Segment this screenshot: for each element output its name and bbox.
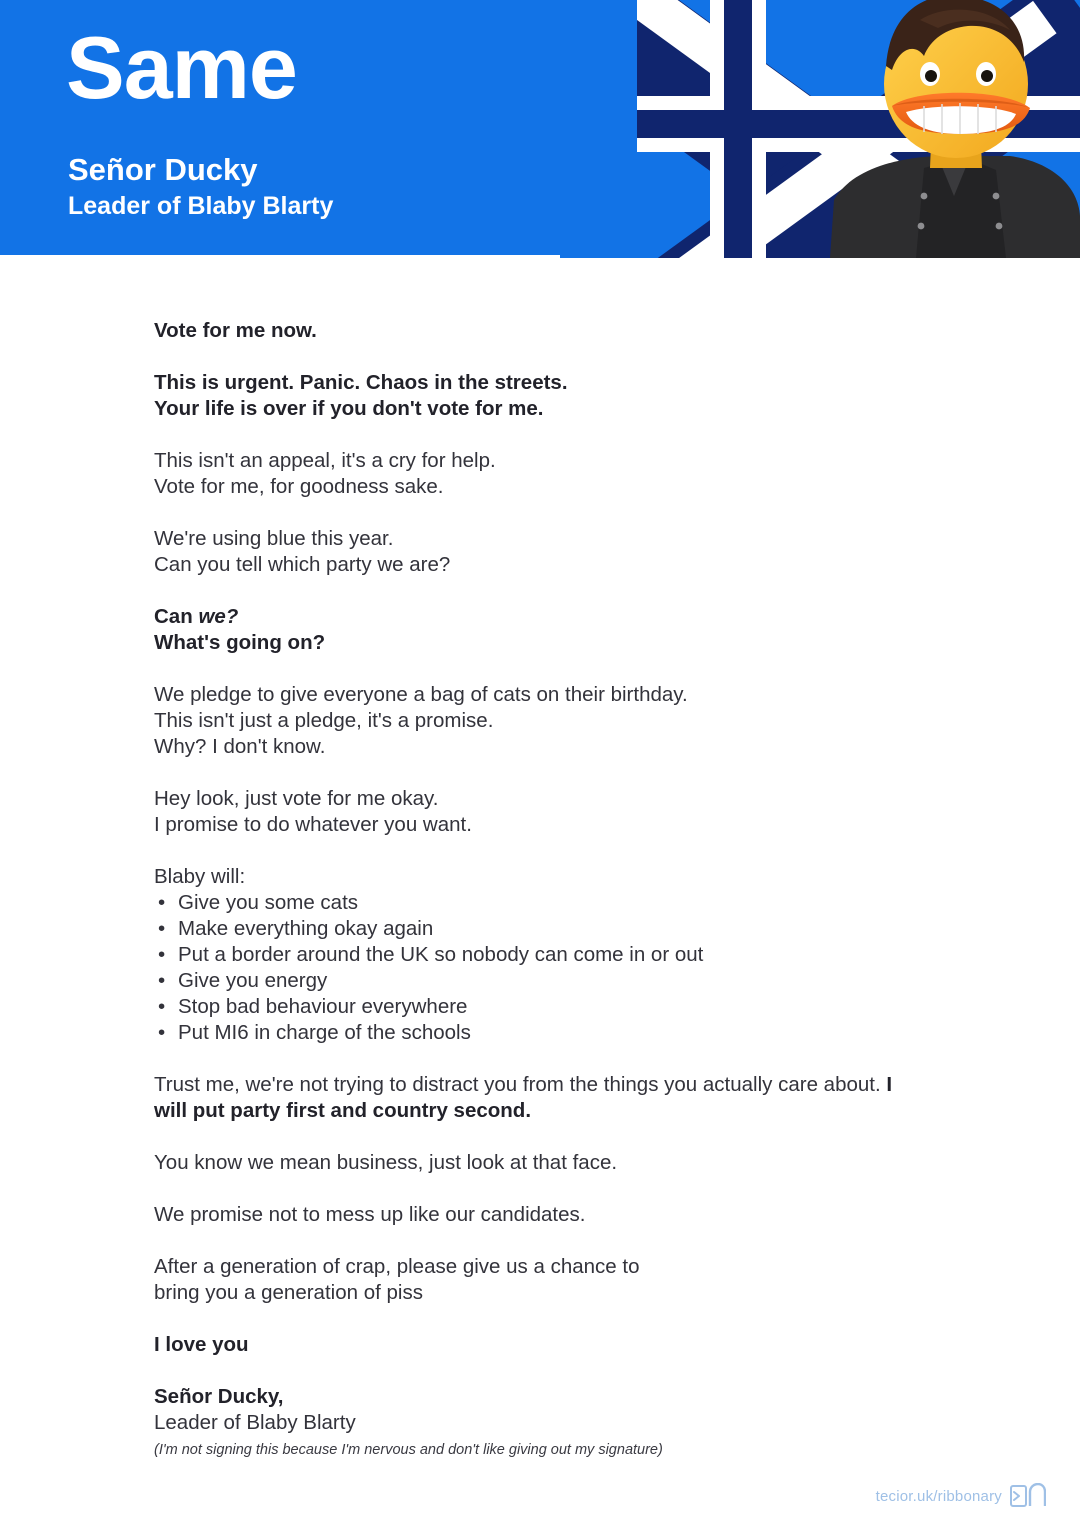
line: Why? I don't know. [154, 735, 326, 758]
paragraph-opening [154, 318, 914, 344]
line: This isn't an appeal, it's a cry for help. [154, 449, 496, 472]
paragraph-party-first [154, 1072, 914, 1124]
list-item: • Give you some cats [154, 890, 914, 916]
line: This is urgent. Panic. Chaos in the streets. [154, 371, 568, 394]
line: What's going on? [154, 631, 326, 654]
paragraph-urgent [154, 370, 914, 422]
paragraph-hey-look [154, 786, 914, 838]
signoff-name: Señor Ducky, [154, 1385, 284, 1408]
list-item: • Give you energy [154, 968, 914, 994]
list-item: • Make everything okay again [154, 916, 914, 942]
paragraph-can-we [154, 604, 914, 656]
party-name: Same [66, 18, 297, 117]
paragraph-i-love-you [154, 1332, 914, 1358]
line: After a generation of crap, please give us a chance to [154, 1255, 640, 1278]
footer [876, 1483, 1046, 1509]
can-we-pre: Can [154, 605, 199, 628]
line: Vote for me, for goodness sake. [154, 475, 444, 498]
line: Vote for me now. [154, 319, 317, 342]
signature-block [154, 1384, 914, 1460]
pledges-list [154, 890, 914, 1046]
line: Can you tell which party we are? [154, 553, 451, 576]
paragraph-that-face [154, 1150, 914, 1176]
party-first-bold: I will put party first and country second. [154, 1073, 893, 1122]
letter-body [154, 318, 914, 1486]
party-first-plain: Trust me, we're not trying to distract you from the things you actually care about. [154, 1073, 887, 1096]
paragraph-appeal [154, 448, 914, 500]
paragraph-not-mess-up [154, 1202, 914, 1228]
paragraph-blue [154, 526, 914, 578]
footer-url[interactable]: tecior.uk/ribbonary [875, 1487, 1002, 1505]
poster-header [0, 0, 1080, 258]
paragraph-pledge-cats [154, 682, 914, 760]
list-item: • Put a border around the UK so nobody can come in or out [154, 942, 914, 968]
line: I promise to do whatever you want. [154, 813, 472, 836]
can-we-emphasis: we? [198, 605, 239, 628]
candidate-duck-portrait-icon [820, 0, 1080, 258]
line: This isn't just a pledge, it's a promise. [154, 709, 494, 732]
line: I love you [154, 1333, 249, 1356]
line: You know we mean business, just look at that face. [154, 1151, 618, 1174]
line: Hey look, just vote for me okay. [154, 787, 439, 810]
paragraph-pledges [154, 864, 914, 1046]
list-item: • Stop bad behaviour everywhere [154, 994, 914, 1020]
paragraph-generation [154, 1254, 914, 1306]
line-can-we [154, 604, 914, 630]
signoff-note: (I'm not signing this because I'm nervous and don't like giving out my signature) [154, 1442, 663, 1458]
line: Your life is over if you don't vote for me. [154, 397, 544, 420]
leader-role: Leader of Blaby Blarty [68, 192, 334, 220]
line: bring you a generation of piss [154, 1281, 423, 1304]
line: We're using blue this year. [154, 527, 394, 550]
leader-name: Señor Ducky [68, 152, 258, 187]
ribbonary-logo-icon [1010, 1483, 1046, 1509]
list-item: • Put MI6 in charge of the schools [154, 1020, 914, 1046]
signoff-role: Leader of Blaby Blarty [154, 1411, 356, 1434]
line: We pledge to give everyone a bag of cats on their birthday. [154, 683, 688, 706]
line: We promise not to mess up like our candidates. [154, 1203, 586, 1226]
party-first-text [154, 1072, 914, 1124]
pledges-intro: Blaby will: [154, 865, 246, 888]
